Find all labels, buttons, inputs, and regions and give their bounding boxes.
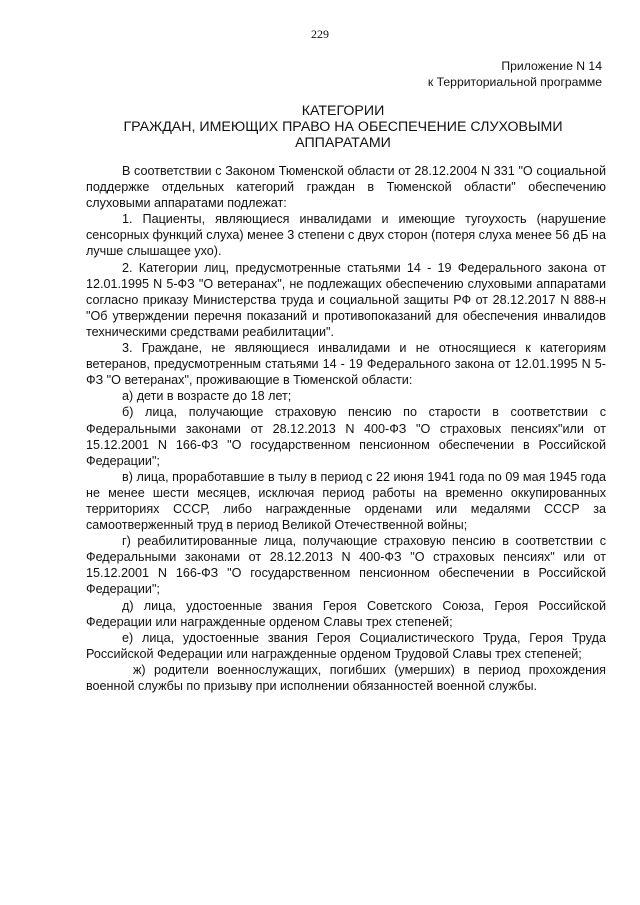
title-line-3: АППАРАТАМИ [295,135,391,151]
document-title [80,103,606,151]
appendix-reference: к Территориальной программе [427,75,602,89]
subitem-b: б) лица, получающие страховую пенсию по старости в соответствии с Федеральными законами от 28.12.2013 N 400-ФЗ "О страховых пенсиях"или от 15.12.2001 N 166-ФЗ "О государственном пенсионном обеспечении в Российской Федерации"; [86,405,606,468]
subitem-e: е) лица, удостоенные звания Героя Социалистического Труда, Героя Труда Российской Федерации или награжденные орденом Трудовой Славы трех степеней; [86,630,606,661]
subitem-v: в) лица, проработавшие в тылу в период с 22 июня 1941 года по 09 мая 1945 года не менее шести месяцев, исключая период работы на временно оккупированных территориях СССР, либо награжденные орденами или медалями СССР за самоотверженный труд в период Великой Отечественной войны; [86,469,606,533]
paragraph-item-1: 1. Пациенты, являющиеся инвалидами и имеющие тугоухость (нарушение сенсорных функций слуха) менее 3 степени с двух сторон (потеря слуха менее 56 дБ на лучше слышащее ухо). [86,212,606,259]
page-number: 229 [311,27,329,41]
paragraph-item-2: 2. Категории лиц, предусмотренные статьями 14 - 19 Федерального закона от 12.01.1995 N 5-ФЗ "О ветеранах", не подлежащих обеспечению слуховыми аппаратами согласно приказу Министерства труда и социальной защиты РФ от 28.12.2017 N 888-н "Об утверждении перечня показаний и противопоказаний для обеспечения инвалидов техническими средствами реабилитации". [86,260,606,339]
paragraph-item-3: 3. Граждане, не являющиеся инвалидами и не относящиеся к категориям ветеранов, предусмотренным статьями 14 - 19 Федерального закона от 12.01.1995 N 5-ФЗ "О ветеранах", проживающие в Тюменской области: [86,341,606,388]
appendix-header [428,58,602,90]
paragraph-intro: В соответствии с Законом Тюменской области от 28.12.2004 N 331 "О социальной поддержке отдельных категорий граждан в Тюменской области" обеспечению слуховыми аппаратами подлежат: [86,164,606,211]
title-line-1: КАТЕГОРИИ [301,103,385,119]
title-line-2: ГРАЖДАН, ИМЕЮЩИХ ПРАВО НА ОБЕСПЕЧЕНИЕ СЛУХОВЫМИ [123,119,563,135]
subitem-a: а) дети в возрасте до 18 лет; [122,389,292,404]
subitem-g: г) реабилитированные лица, получающие страховую пенсию в соответствии с Федеральными законами от 28.12.2013 N 400-ФЗ "О страховых пенсиях" или от 15.12.2001 N 166-ФЗ "О государственном пенсионном обеспечении в Российской Федерации"; [86,534,606,597]
subitem-d: д) лица, удостоенные звания Героя Советского Союза, Героя Российской Федерации или награжденные орденом Славы трех степеней; [86,598,606,629]
document-body [86,163,606,694]
subitem-zh: ж) родители военнослужащих, погибших (умерших) в период прохождения военной службы по призыву при исполнении обязанностей военной службы. [86,662,606,693]
appendix-number: Приложение N 14 [501,59,602,73]
